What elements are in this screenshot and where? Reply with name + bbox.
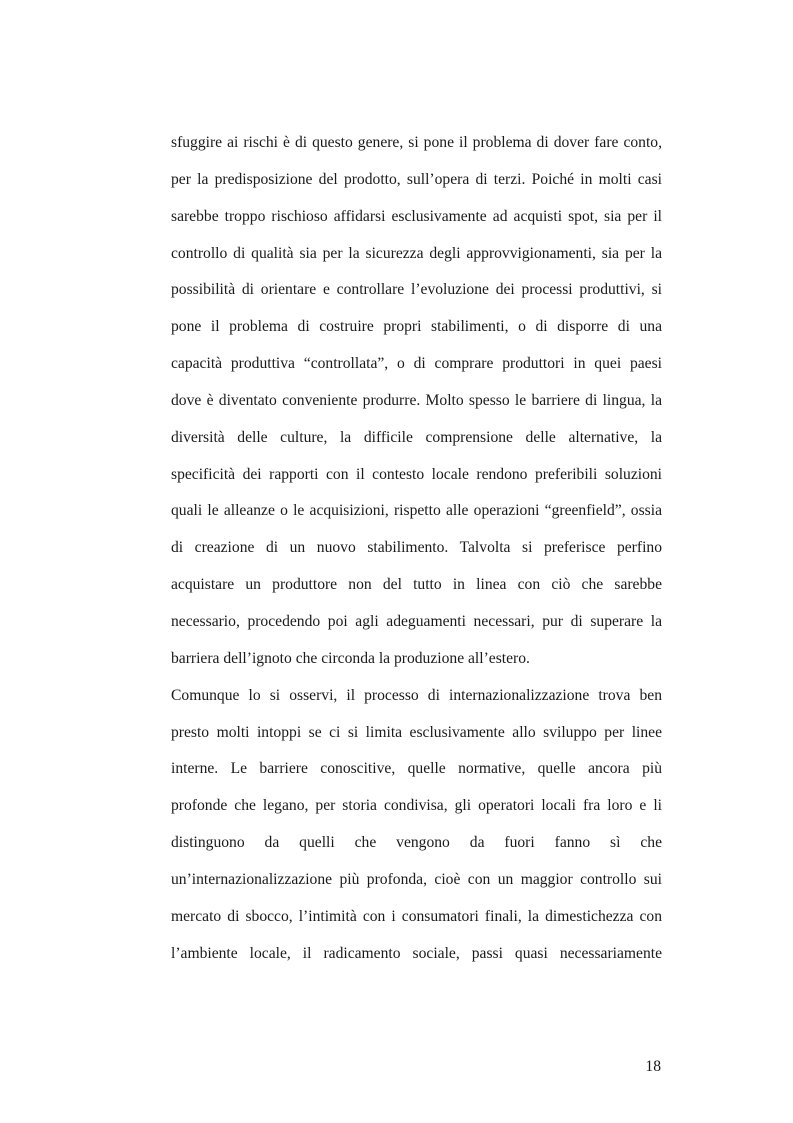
text-line: di creazione di un nuovo stabilimento. Talvolta si preferisce perfino: [171, 539, 662, 557]
page-number: 18: [645, 1058, 661, 1075]
text-line: acquistare un produttore non del tutto in linea con ciò che sarebbe: [171, 576, 662, 594]
text-line: quali le alleanze o le acquisizioni, rispetto alle operazioni “greenfield”, ossia: [171, 502, 662, 520]
text-line: un’internazionalizzazione più profonda, cioè con un maggior controllo sui: [171, 870, 662, 888]
text-line: profonde che legano, per storia condivisa, gli operatori locali fra loro e li: [171, 797, 662, 815]
text-line: dove è diventato conveniente produrre. Molto spesso le barriere di lingua, la: [171, 391, 662, 409]
text-line: sfuggire ai rischi è di questo genere, si pone il problema di dover fare conto,: [171, 134, 662, 151]
text-line: controllo di qualità sia per la sicurezza degli approvvigionamenti, sia per la: [171, 244, 662, 262]
text-line: diversità delle culture, la difficile comprensione delle alternative, la: [171, 428, 662, 446]
body-text: [171, 129, 662, 976]
paragraph-last-line: barriera dell’ignoto che circonda la produzione all’estero.: [171, 649, 530, 667]
text-line: Comunque lo si osservi, il processo di internazionalizzazione trova ben: [171, 686, 662, 704]
text-line: presto molti intoppi se ci si limita esclusivamente allo sviluppo per linee: [171, 723, 662, 741]
text-line: necessario, procedendo poi agli adeguamenti necessari, pur di superare la: [171, 612, 662, 630]
text-line: distinguono da quelli che vengono da fuori fanno sì che: [171, 834, 662, 852]
text-line: mercato di sbocco, l’intimità con i consumatori finali, la dimestichezza con: [171, 907, 662, 925]
text-line: l’ambiente locale, il radicamento sociale, passi quasi necessariamente: [171, 944, 662, 962]
text-line: interne. Le barriere conoscitive, quelle normative, quelle ancora più: [171, 760, 662, 778]
text-line: capacità produttiva “controllata”, o di comprare produttori in quei paesi: [171, 355, 662, 373]
text-line: possibilità di orientare e controllare l’evoluzione dei processi produttivi, si: [171, 281, 662, 299]
text-line: specificità dei rapporti con il contesto locale rendono preferibili soluzioni: [171, 465, 662, 483]
text-line: pone il problema di costruire propri stabilimenti, o di disporre di una: [171, 318, 662, 336]
text-line: sarebbe troppo rischioso affidarsi esclusivamente ad acquisti spot, sia per il: [171, 207, 662, 225]
text-line: per la predisposizione del prodotto, sull’opera di terzi. Poiché in molti casi: [171, 170, 662, 188]
